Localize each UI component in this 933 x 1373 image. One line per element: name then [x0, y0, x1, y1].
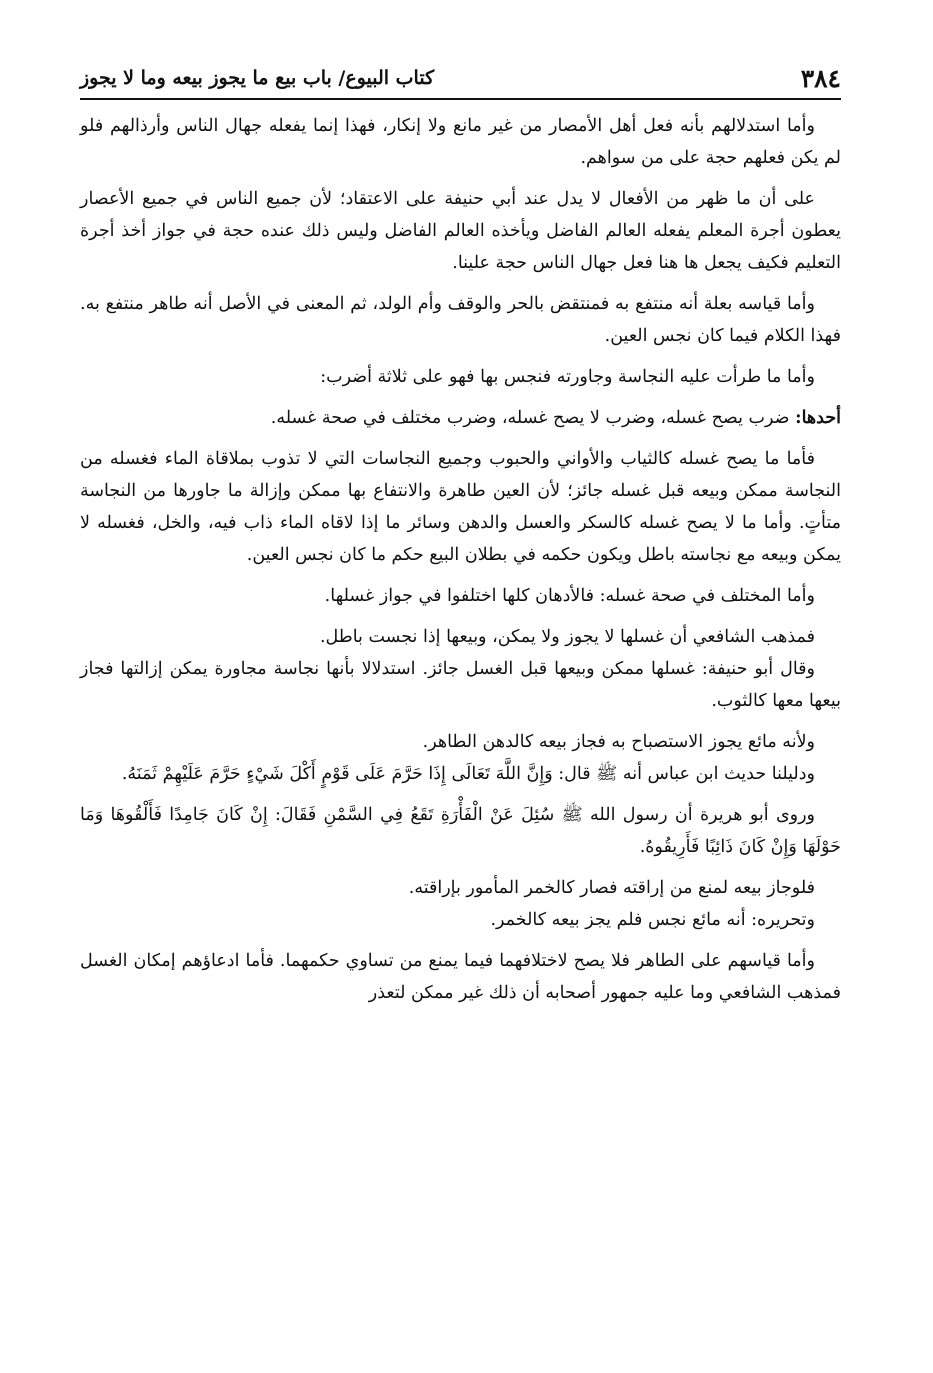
- hadith-paragraph: ودليلنا حديث ابن عباس أنه ﷺ قال: وَإِنَّ اللَّهَ تَعَالَى إِذَا حَرَّمَ عَلَى قَوْمٍ أَكْلَ شَيْءٍ حَرَّمَ عَلَيْهِمْ ثَمَنَهُ.: [121, 764, 815, 784]
- paragraph: وأما ما طرأت عليه النجاسة وجاورته فنجس بها فهو على ثلاثة أضرب:: [320, 367, 815, 387]
- paragraph: وأما قياسه بعلة أنه منتفع به فمنتقض بالحر والوقف وأم الولد، ثم المعنى في الأصل أنه طاهر منتفع به. فهذا الكلام فيما كان نجس العين.: [80, 294, 841, 346]
- page-header: [80, 58, 841, 100]
- paragraph: فلوجاز بيعه لمنع من إراقته فصار كالخمر المأمور بإراقته.: [408, 878, 815, 898]
- first-type-label: أحدها:: [795, 408, 841, 428]
- paragraph: وأما استدلالهم بأنه فعل أهل الأمصار من غير مانع ولا إنكار، فهذا إنما يفعله جهال الناس وأرذالهم فلو لم يكن فعلهم حجة على من سواهم.: [80, 116, 841, 168]
- paragraph: وتحريره: أنه مائع نجس فلم يجز بيعه كالخمر.: [490, 910, 815, 930]
- running-title: كتاب البيوع/ باب بيع ما يجوز بيعه وما لا يجوز: [80, 67, 435, 89]
- paragraph: فأما ما يصح غسله كالثياب والأواني والحبوب وجميع النجاسات التي لا تذوب بملاقاة الماء فغسله من النجاسة ممكن وبيعه قبل غسله جائز؛ لأن العين طاهرة والانتفاع بها ممكن وإزالة ما جاورها من النجاسة متأتٍ. وأما ما لا يصح غسله كالسكر والعسل والدهن وسائر ما إذا لاقاه الماء ذاب فيه، والخل، فغسله لا يمكن وبيعه مع نجاسته باطل ويكون حكمه في بطلان البيع حكم ما كان نجس العين.: [80, 449, 841, 565]
- paragraph: وأما قياسهم على الطاهر فلا يصح لاختلافهما فيما يمنع من تساوي حكمهما. فأما ادعاؤهم إمكان الغسل فمذهب الشافعي وما عليه جمهور أصحابه أن ذلك غير ممكن لتعذر: [80, 951, 841, 1003]
- first-type-text: ضرب يصح غسله، وضرب لا يصح غسله، وضرب مختلف في صحة غسله.: [270, 408, 790, 428]
- paragraph-first-type: [80, 402, 841, 434]
- paragraph: وأما المختلف في صحة غسله: فالأدهان كلها اختلفوا في جواز غسلها.: [324, 586, 815, 606]
- page-number: ٣٨٤: [800, 63, 841, 93]
- page-body: [80, 110, 841, 1018]
- paragraph: على أن ما ظهر من الأفعال لا يدل عند أبي حنيفة على الاعتقاد؛ لأن جميع الناس في جميع الأعصار يعطون أجرة المعلم يفعله العالم الفاضل ويأخذه العالم الفاضل وليس ذلك عنده حجة في جواز أخذ أجرة التعليم فكيف يجعل ها هنا فعل جهال الناس حجة علينا.: [80, 189, 841, 273]
- paragraph: ولأنه مائع يجوز الاستصباح به فجاز بيعه كالدهن الطاهر.: [422, 732, 815, 752]
- paragraph: فمذهب الشافعي أن غسلها لا يجوز ولا يمكن، وبيعها إذا نجست باطل.: [319, 627, 815, 647]
- paragraph: وقال أبو حنيفة: غسلها ممكن وبيعها قبل الغسل جائز. استدلالا بأنها نجاسة مجاورة يمكن إزالتها فجاز بيعها معها كالثوب.: [80, 659, 841, 711]
- hadith-paragraph: وروى أبو هريرة أن رسول الله ﷺ سُئِلَ عَنْ الْفَأْرَةِ تَقَعُ فِي السَّمْنِ فَقَالَ: إِنْ كَانَ جَامِدًا فَأَلْقُوهَا وَمَا حَوْلَهَا وَإِنْ كَانَ ذَائِبًا فَأَرِيقُوهُ.: [80, 805, 841, 857]
